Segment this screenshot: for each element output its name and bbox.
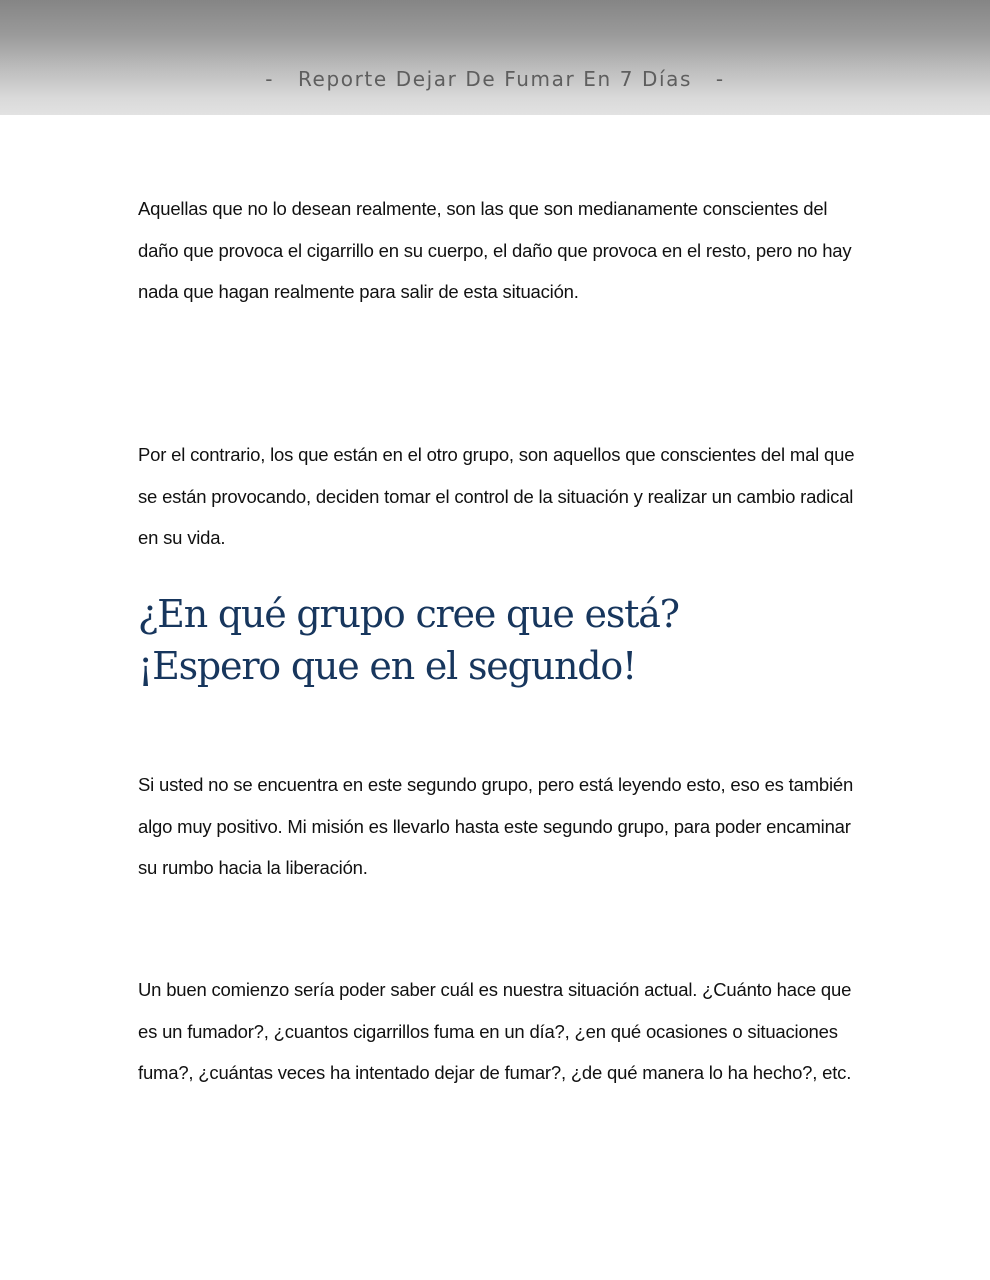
- heading-line-1: ¿En qué grupo cree que está?: [138, 592, 679, 636]
- header-title: - Reporte Dejar De Fumar En 7 Días -: [265, 67, 725, 91]
- paragraph-1: Aquellas que no lo desean realmente, son las que son medianamente conscientes del daño que provoca el cigarrillo en su cuerpo, el daño que provoca en el resto, pero no hay nada que hagan realmente para salir de esta situación.: [138, 198, 852, 302]
- heading-line-2: ¡Espero que en el segundo!: [138, 644, 637, 688]
- paragraph-4: Un buen comienzo sería poder saber cuál es nuestra situación actual. ¿Cuánto hace que es un fumador?, ¿cuantos cigarrillos fuma en un día?, ¿en qué ocasiones o situaciones fuma?, ¿cuántas veces ha intentado dejar de fumar?, ¿de qué manera lo ha hecho?, etc.: [138, 979, 852, 1083]
- page-header: [0, 0, 990, 115]
- paragraph-2: Por el contrario, los que están en el otro grupo, son aquellos que conscientes del mal que se están provocando, deciden tomar el control de la situación y realizar un cambio radical en su vida.: [138, 444, 855, 548]
- paragraph-3: Si usted no se encuentra en este segundo grupo, pero está leyendo esto, eso es también algo muy positivo. Mi misión es llevarlo hasta este segundo grupo, para poder encaminar su rumbo hacia la liberación.: [138, 774, 854, 878]
- section-heading: [138, 588, 858, 692]
